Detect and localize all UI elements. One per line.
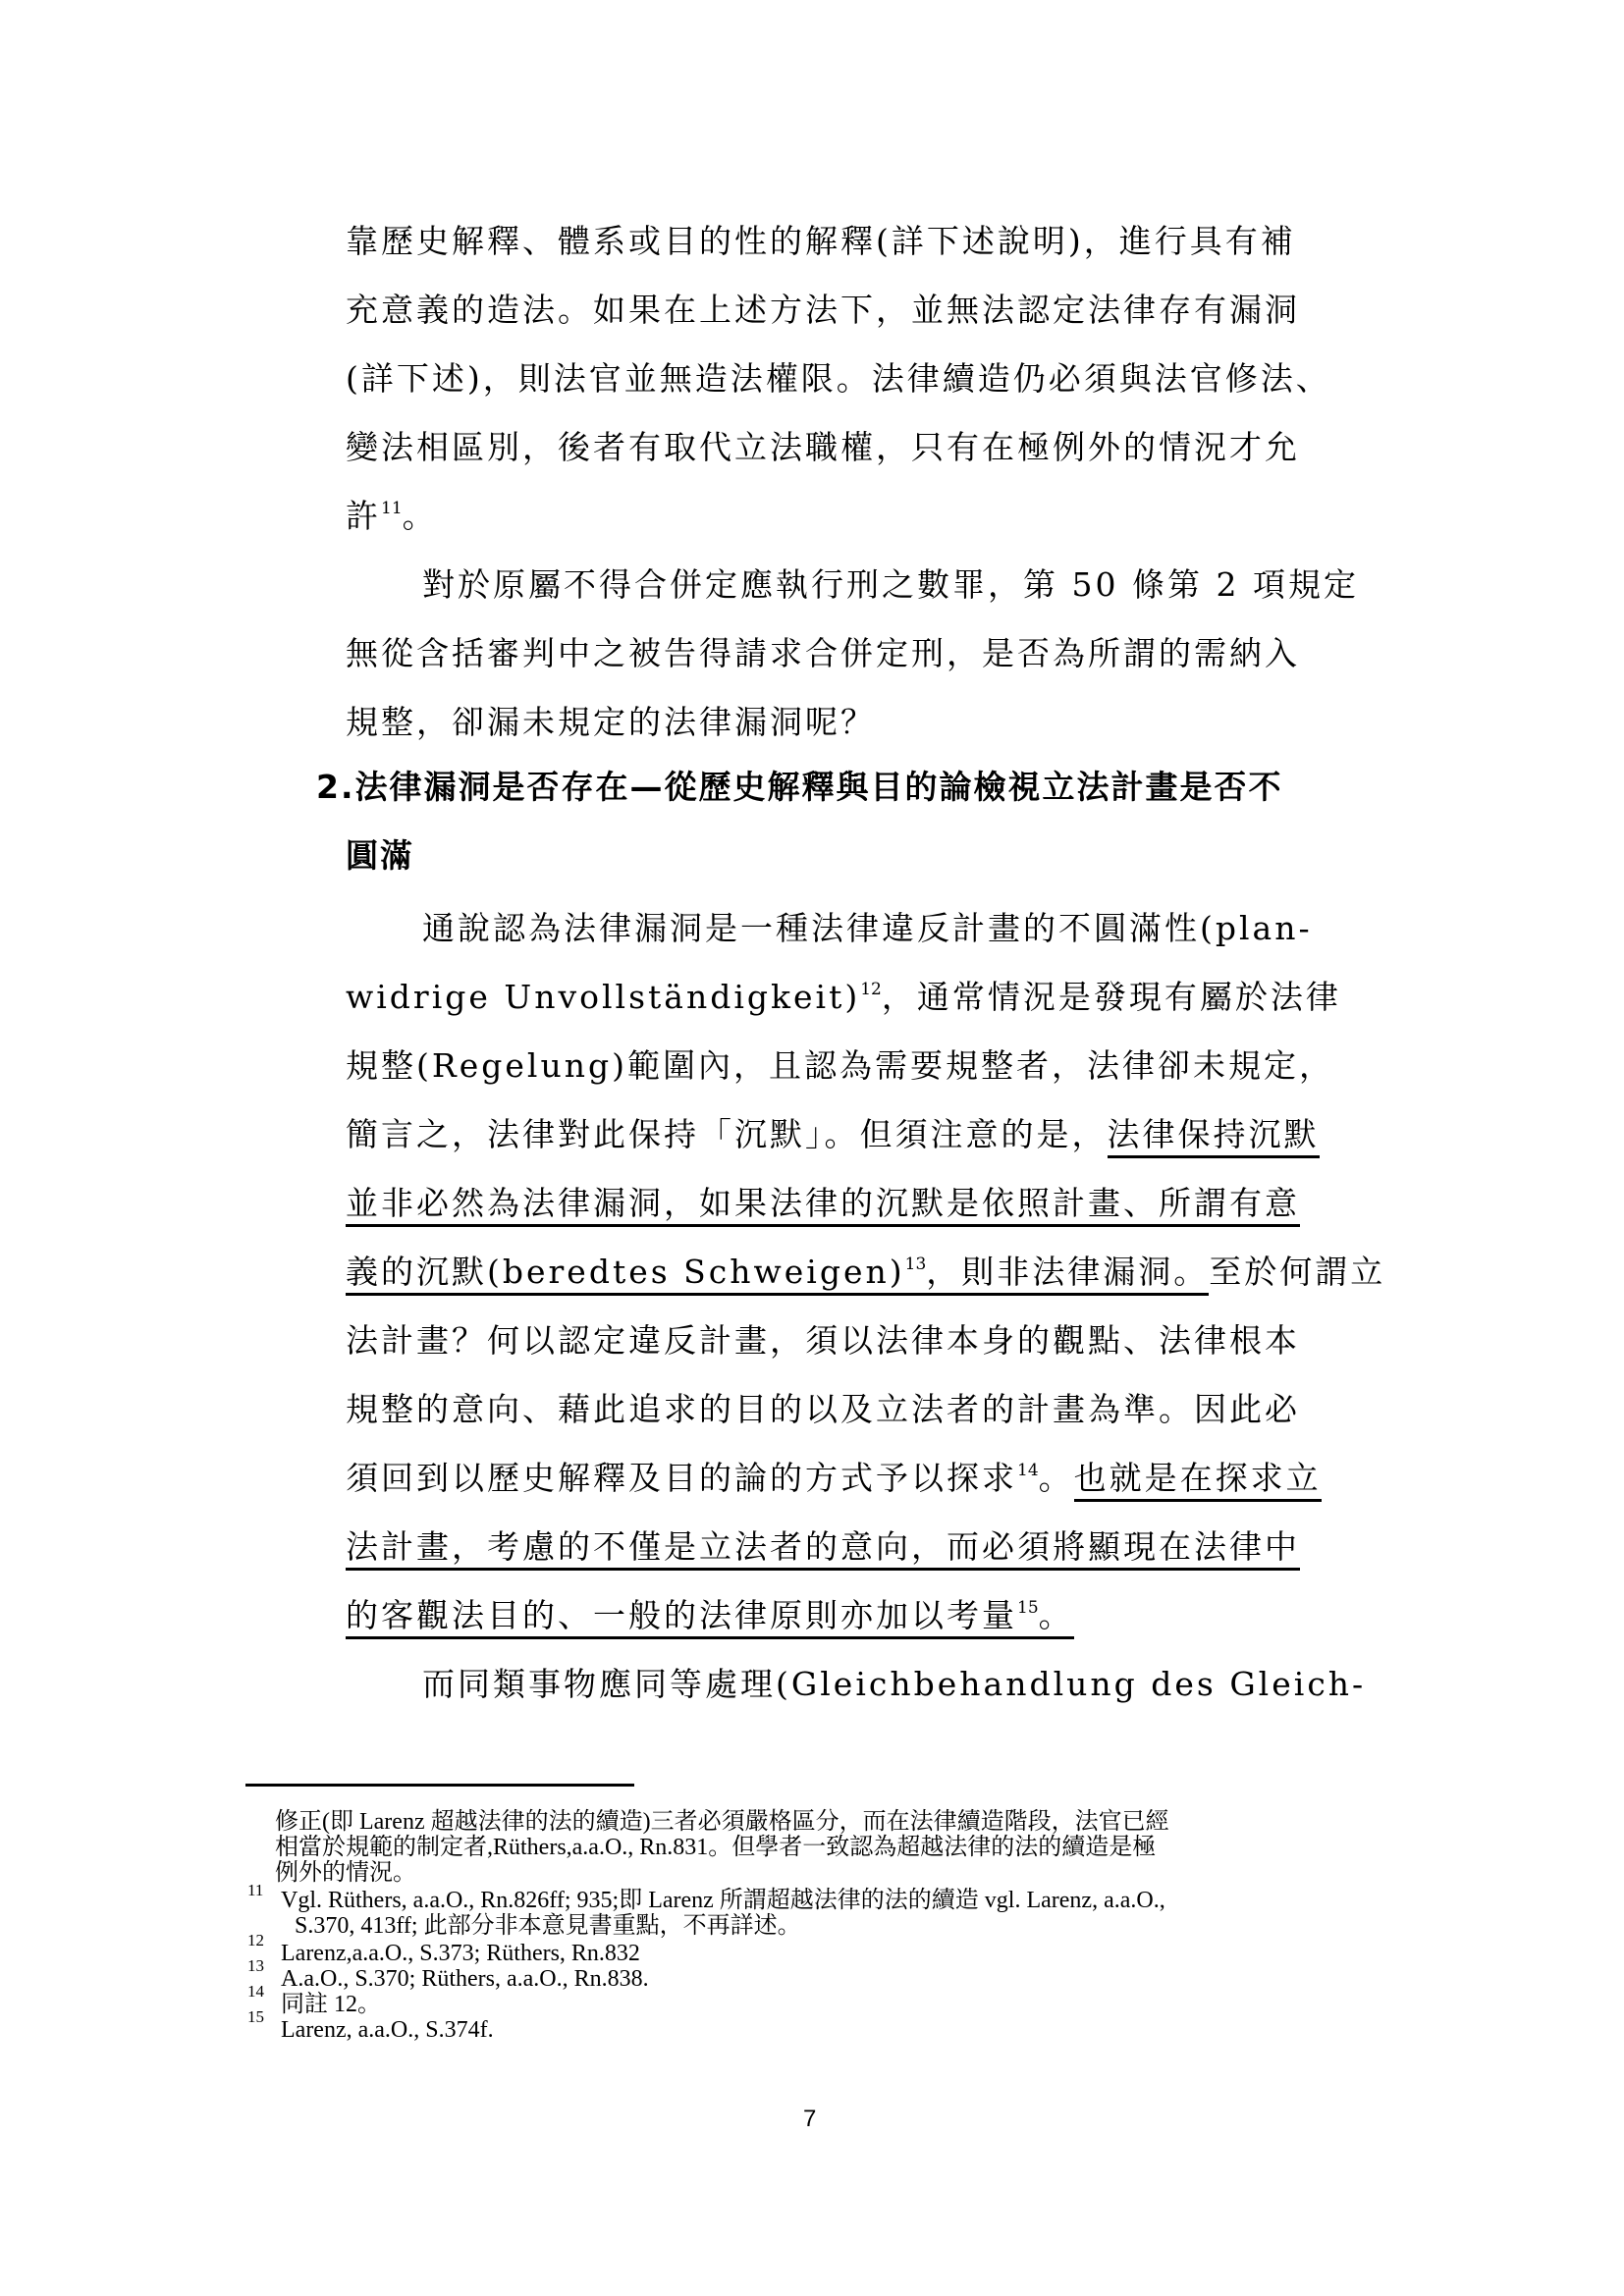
footnote-15: Larenz, a.a.O., S.374f. [281,2017,494,2043]
footnote-number: 11 [247,1881,264,1899]
text-line [346,1459,1322,1498]
text-span: 的客觀法目的、一般的法律原則亦加以考量 [346,1596,1017,1634]
text-span: 。 [402,497,438,535]
text-span: 。 [1038,1459,1074,1497]
footnote-number: 13 [247,1956,264,1975]
text-line: 對於原屬不得合併定應執行刑之數罪，第 50 條第 2 項規定 [422,565,1359,604]
footnote-continuation-line: 相當於規範的制定者,Rüthers,a.a.O., Rn.831。但學者一致認為超越法律的法的續造是極 [275,1835,1157,1860]
text-span: 義的沉默(beredtes Schweigen) [346,1253,905,1291]
text-span: widrige Unvollständigkeit) [346,978,861,1016]
underlined-text: 法律保持沉默 [1108,1115,1320,1158]
footnote-separator [245,1784,634,1787]
text-span: 須回到以歷史解釋及目的論的方式予以探求 [346,1459,1017,1497]
text-span: 許 [346,497,381,535]
footnote-13: A.a.O., S.370; Rüthers, a.a.O., Rn.838. [281,1966,649,1992]
footnote-ref-13[interactable]: 13 [904,1255,927,1274]
footnote-continuation-line: 修正(即 Larenz 超越法律的法的續造)三者必須嚴格區分，而在法律續造階段，法官已經 [275,1809,1169,1835]
underlined-text: 並非必然為法律漏洞，如果法律的沉默是依照計畫、所謂有意 [346,1184,1300,1227]
text-line [346,1527,1300,1567]
text-line: 無從含括審判中之被告得請求合併定刑，是否為所謂的需納入 [346,634,1300,672]
footnote-14: 同註 12。 [281,1992,381,2017]
text-line [346,978,1341,1017]
text-line: 規整(Regelung)範圍內，且認為需要規整者，法律卻未規定， [346,1046,1334,1085]
text-span: 簡言之，法律對此保持「沉默」。但須注意的是， [346,1115,1108,1153]
underlined-text [346,1596,1074,1639]
text-line: (詳下述)，則法官並無造法權限。法律續造仍必須與法官修法、 [346,359,1331,398]
text-line: 規整的意向、藉此追求的目的以及立法者的計畫為準。因此必 [346,1390,1300,1428]
text-line: 而同類事物應同等處理(Gleichbehandlung des Gleich- [422,1665,1367,1703]
text-line [346,1115,1320,1154]
text-span: 至於何謂立 [1209,1253,1386,1291]
text-line: 法計畫？何以認定違反計畫，須以法律本身的觀點、法律根本 [346,1321,1300,1360]
footnote-ref-14[interactable]: 14 [1017,1461,1039,1480]
text-line [346,1596,1074,1635]
footnote-11-continued: S.370, 413ff; 此部分非本意見書重點，不再詳述。 [295,1913,801,1939]
text-span: 。 [1038,1596,1074,1634]
footnote-ref-15[interactable]: 15 [1017,1598,1039,1618]
text-line: 靠歷史解釋、體系或目的性的解釋(詳下述說明)，進行具有補 [346,222,1296,260]
text-line [346,1253,1385,1292]
text-span: ，通常情況是發現有屬於法律 [881,978,1341,1016]
page-number: 7 [803,2106,817,2132]
footnote-11: Vgl. Rüthers, a.a.O., Rn.826ff; 935;即 Larenz 所謂超越法律的法的續造 vgl. Larenz, a.a.O., [281,1888,1165,1913]
underlined-text: 法計畫，考慮的不僅是立法者的意向，而必須將顯現在法律中 [346,1527,1300,1571]
text-span: ，則非法律漏洞。 [926,1253,1210,1291]
footnote-number: 14 [247,1982,264,2001]
text-line: 通說認為法律漏洞是一種法律違反計畫的不圓滿性(plan- [422,909,1313,947]
footnote-number: 15 [247,2007,264,2026]
footnote-number: 12 [247,1931,264,1949]
footnote-continuation-line: 例外的情況。 [275,1860,416,1886]
text-line: 充意義的造法。如果在上述方法下，並無法認定法律存有漏洞 [346,291,1300,329]
text-line [346,1184,1300,1223]
footnote-12: Larenz,a.a.O., S.373; Rüthers, Rn.832 [281,1941,640,1966]
section-heading: 2.法律漏洞是否存在—從歷史解釋與目的論檢視立法計畫是否不 [316,768,1283,806]
text-line: 規整，卻漏未規定的法律漏洞呢？ [346,703,876,741]
text-line: 變法相區別，後者有取代立法職權，只有在極例外的情況才允 [346,428,1300,466]
footnote-ref-11[interactable]: 11 [381,499,403,518]
underlined-text [346,1253,1209,1296]
text-line [346,497,438,536]
underlined-text: 也就是在探求立 [1074,1459,1322,1502]
section-heading-continued: 圓滿 [346,836,414,875]
footnote-ref-12[interactable]: 12 [860,980,882,999]
